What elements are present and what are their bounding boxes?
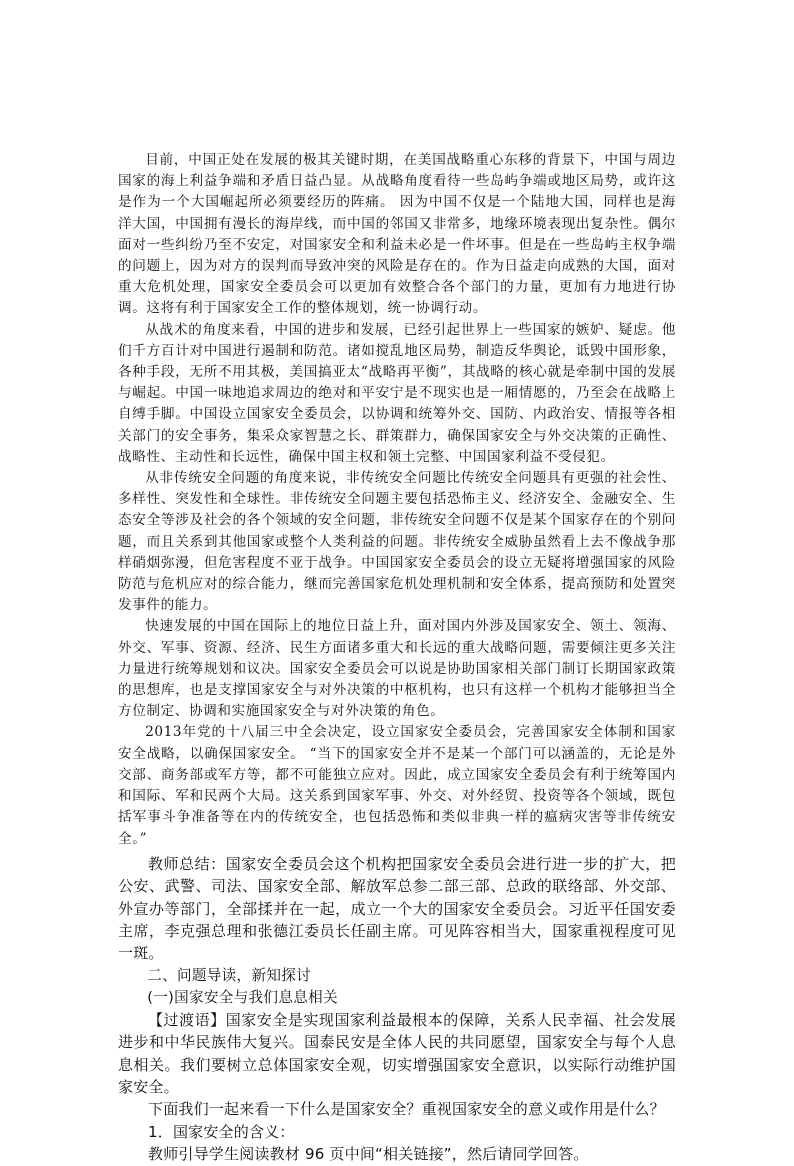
paragraph-tactical-view: 从战术的角度来看，中国的进步和发展，已经引起世界上一些国家的嫉妒、疑虑。他们千方百计对中国进行遏制和防范。诸如搅乱地区局势，制造反华舆论，诋毁中国形象，各种手段，无所不用其极，美国搞亚太“战略再平衡”，其战略的核心就是牵制中国的发展与崛起。中国一味地追求周边的绝对和平安宁是不现实也是一厢情愿的，乃至会在战略上自缚手脚。中国设立国家安全委员会，以协调和统筹外交、国防、内政治安、情报等各相关部门的安全事务，集采众家智慧之长、群策群力，确保国家安全与外交决策的正确性、战略性、主动性和长远性，确保中国主权和领土完整、中国国家利益不受侵犯。: [118, 321, 676, 465]
paragraph-question: 下面我们一起来看一下什么是国家安全？重视国家安全的意义或作用是什么？: [148, 1100, 665, 1119]
section-heading-problem-guide: 二、问题导读，新知探讨: [147, 966, 312, 984]
paragraph-transition: 【过渡语】国家安全是实现国家利益最根本的保障，关系人民幸福、社会发展进步和中华民族伟大复兴。国泰民安是全体人民的共同愿望，国家安全与每个人息息相关。我们要树立总体国家安全观，切实增强国家安全意识，以实际行动维护国家安全。: [118, 1010, 676, 1096]
document-body: [118, 150, 676, 1166]
paragraph-teacher-guide: 教师引导学生阅读教材 96 页中间“相关链接”，然后请同学回答。: [148, 1145, 589, 1164]
paragraph-international-status: 快速发展的中国在国际上的地位日益上升，面对国内外涉及国家安全、领土、领海、外交、军事、资源、经济、民生方面诸多重大和长远的重大战略问题，需要倾注更多关注力量进行统筹规划和议决。国家安全委员会可以说是协助国家相关部门制订长期国家政策的思想库，也是支撑国家安全与对外决策的中枢机构，也只有这样一个机构才能够担当全方位制定、协调和实施国家安全与对外决策的角色。: [118, 618, 676, 720]
paragraph-third-plenum-2013: 2013年党的十八届三中全会决定，设立国家安全委员会，完善国家安全体制和国家安全战略，以确保国家安全。 “当下的国家安全并不是某一个部门可以涵盖的，无论是外交部、商务部或军方等，都不可能独立应对。因此，成立国家安全委员会有利于统筹国内和国际、军和民两个大局。这关系到国家军事、外交、对外经贸、投资等各个领域，既包括军事斗争准备等在内的传统安全，也包括恐怖和类似非典一样的瘟病灾害等非传统安全。”: [118, 724, 676, 847]
paragraph-teacher-summary: 教师总结：国家安全委员会这个机构把国家安全委员会进行进一步的扩大，把公安、武警、司法、国家安全部、解放军总参二部三部、总政的联络部、外交部、外宣办等部门，全部揉并在一起，成立一个大的国家安全委员会。习近平任国安委主席，李克强总理和张德江委员长任副主席。可见阵容相当大，国家重视程度可见一斑。: [118, 854, 676, 963]
paragraph-definition-heading: 1．国家安全的含义：: [148, 1122, 295, 1141]
subsection-heading-security-related: (一)国家安全与我们息息相关: [147, 988, 338, 1006]
paragraph-non-traditional-security: 从非传统安全问题的角度来说，非传统安全问题比传统安全问题具有更强的社会性、多样性、突发性和全球性。非传统安全问题主要包括恐怖主义、经济安全、金融安全、生态安全等涉及社会的各个领域的安全问题，非传统安全问题不仅是某个国家存在的个别问题，而且关系到其他国家或整个人类利益的问题。非传统安全威胁虽然看上去不像战争那样硝烟弥漫，但危害程度不亚于战争。中国国家安全委员会的设立无疑将增强国家的风险防范与危机应对的综合能力，继而完善国家危机处理机制和安全体系，提高预防和处置突发事件的能力。: [118, 470, 676, 614]
paragraph-strategic-period: 目前，中国正处在发展的极其关键时期，在美国战略重心东移的背景下，中国与周边国家的海上利益争端和矛盾日益凸显。从战略角度看待一些岛屿争端或地区局势，或许这是作为一个大国崛起所必须要经历的阵痛。 因为中国不仅是一个陆地大国，同样也是海洋大国，中国拥有漫长的海岸线，而中国的邻国又非常多，地缘环境表现出复杂性。偶尔面对一些纠纷乃至不安定，对国家安全和利益未必是一件坏事。但是在一些岛屿主权争端的问题上，因为对方的误判而导致冲突的风险是存在的。作为日益走向成熟的大国，面对重大危机处理，国家安全委员会可以更加有效整合各个部门的力量，更加有力地进行协调。这将有利于国家安全工作的整体规划，统一协调行动。: [118, 152, 676, 317]
